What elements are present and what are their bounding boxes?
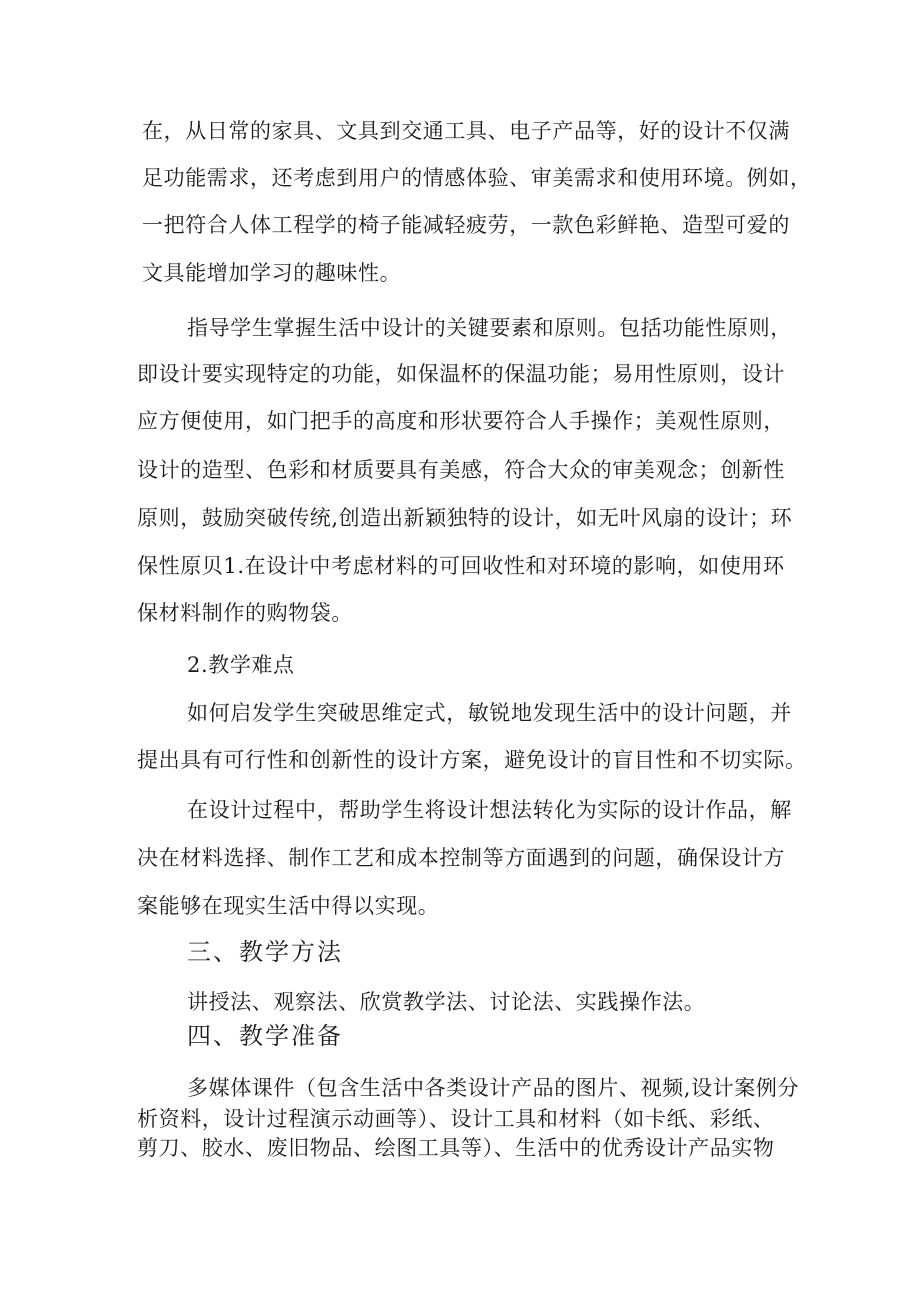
paragraph-line: 保材料制作的购物袋。 [137,601,353,625]
paragraph-line: 在，从日常的家具、文具到交通工具、电子产品等，好的设计不仅满 [142,119,790,143]
paragraph-line: 决在材料选择、制作工艺和成本控制等方面遇到的问题，确保设计方 [137,846,785,870]
paragraph-line: 剪刀、胶水、废旧物品、绘图工具等）、生活中的优秀设计产品实物 [137,1136,775,1160]
paragraph-line: 讲授法、观察法、欣赏教学法、讨论法、实践操作法。 [187,990,706,1014]
paragraph-line: 案能够在现实生活中得以实现。 [137,894,440,918]
section-heading: 四、教学准备 [187,1022,343,1050]
paragraph-line: 一把符合人体工程学的椅子能减轻疲劳，一款色彩鲜艳、造型可爱的 [142,213,790,237]
paragraph-line: 设计的造型、色彩和材质要具有美感，符合大众的审美观念；创新性 [137,458,785,482]
paragraph-line: 文具能增加学习的趣味性。 [142,261,402,285]
paragraph-line: 多媒体课件（包含生活中各类设计产品的图片、视频,设计案例分 [187,1076,800,1100]
paragraph-line: 在设计过程中，帮助学生将设计想法转化为实际的设计作品，解 [187,798,792,822]
paragraph-line: 如何启发学生突破思维定式，敏锐地发现生活中的设计问题，并 [187,701,792,725]
paragraph-line: 原则，鼓励突破传统,创造出新颖独特的设计，如无叶风扇的设计；环 [137,506,793,530]
paragraph-line: 析资料，设计过程演示动画等）、设计工具和材料（如卡纸、彩纸、 [137,1107,775,1131]
section-heading: 三、教学方法 [187,938,343,966]
paragraph-line: 保性原贝1.在设计中考虑材料的可回收性和对环境的影响，如使用环 [137,554,785,578]
paragraph-line: 足功能需求，还考虑到用户的情感体验、审美需求和使用环境。例如， [142,166,812,190]
paragraph-line: 应方便使用，如门把手的高度和形状要符合人手操作；美观性原则， [137,409,785,433]
paragraph-line: 提出具有可行性和创新性的设计方案，避免设计的盲目性和不切实际。 [137,748,807,772]
paragraph-line: 即设计要实现特定的功能，如保温杯的保温功能；易用性原则，设计 [137,362,785,386]
paragraph-line: 指导学生掌握生活中设计的关键要素和原则。包括功能性原则， [187,316,792,340]
subheading: 2.教学难点 [187,653,295,677]
